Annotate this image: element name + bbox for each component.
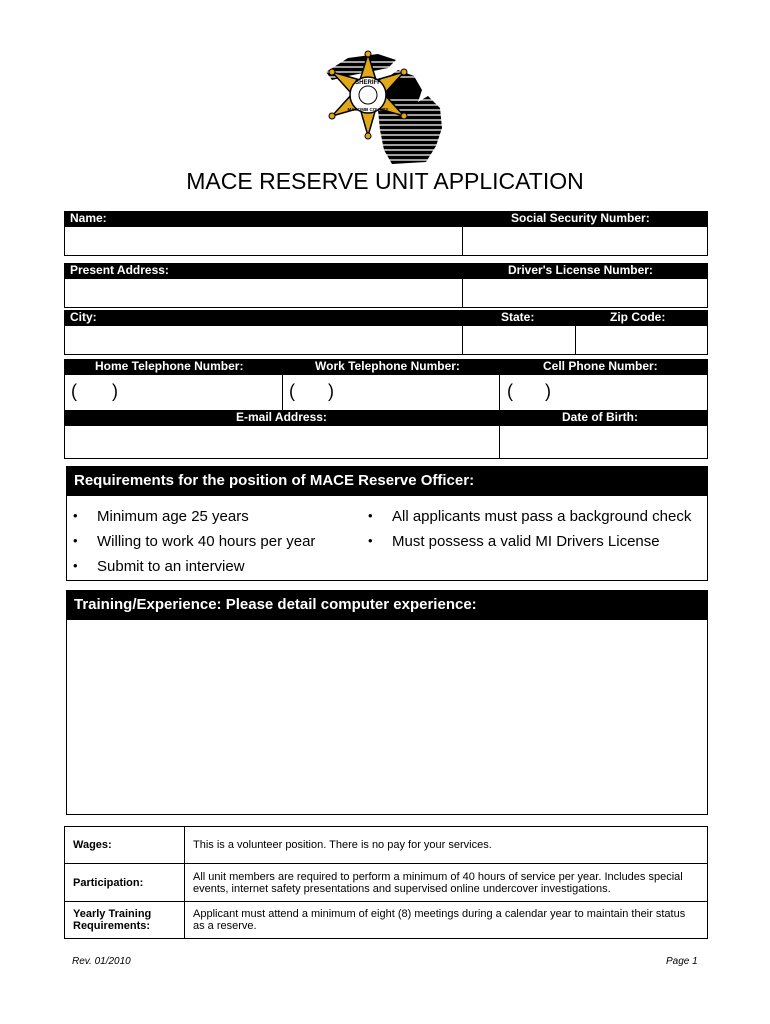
address-label: Present Address: [70,263,169,277]
work-phone-paren-open: ( [289,381,295,401]
email-field[interactable] [64,425,500,459]
home-phone-label: Home Telephone Number: [95,359,244,373]
name-field[interactable] [64,226,463,256]
ssn-field[interactable] [462,226,708,256]
home-phone-field[interactable] [65,375,281,409]
city-field[interactable] [64,325,463,355]
revision-label: Rev. 01/2010 [72,956,131,967]
state-field[interactable] [462,325,576,355]
work-phone-label: Work Telephone Number: [315,359,460,373]
bullet-icon: • [73,533,78,548]
bullet-icon: • [368,508,373,523]
address-license-header [64,263,708,278]
bullet-icon: • [73,558,78,573]
wages-text: This is a volunteer position. There is no pay for your services. [185,827,708,864]
cell-phone-label: Cell Phone Number: [543,359,658,373]
phone-header [64,359,708,374]
table-row [65,864,708,902]
home-phone-paren-open: ( [71,381,77,401]
email-label: E-mail Address: [236,410,327,424]
wages-label: Wages: [65,827,185,864]
participation-label: Participation: [65,864,185,902]
table-row [65,827,708,864]
cell-phone-paren-close: ) [545,381,551,401]
training-heading: Training/Experience: Please detail computer experience: [66,590,708,620]
name-label: Name: [70,211,107,225]
participation-text: All unit members are required to perform a minimum of 40 hours of service per year. Includes special events, internet safety presentations and supervised online undercover investigations. [185,864,708,902]
training-req-label: Yearly Training Requirements: [65,902,185,939]
requirements-heading: Requirements for the position of MACE Reserve Officer: [66,466,708,496]
work-phone-paren-close: ) [328,381,334,401]
home-phone-paren-close: ) [112,381,118,401]
state-label: State: [501,310,535,324]
logo-text-top: SHERIFF [355,80,381,86]
zip-label: Zip Code: [610,310,666,324]
logo-text-bottom: MACOMB COUNTY [347,107,389,112]
requirements-box: • Minimum age 25 years • Willing to work 40 hours per year • Submit to an interview • All applicants must pass a background check • Must possess a valid MI Drivers License [66,496,708,581]
page-number: Page 1 [666,956,698,967]
address-field[interactable] [64,278,463,308]
ssn-label: Social Security Number: [511,211,650,225]
license-label: Driver's License Number: [508,263,653,277]
dob-label: Date of Birth: [562,410,638,424]
cell-phone-paren-open: ( [507,381,513,401]
city-label: City: [70,310,97,324]
zip-field[interactable] [575,325,708,355]
bullet-icon: • [73,508,78,523]
city-state-zip-header [64,310,708,325]
dob-field[interactable] [499,425,708,459]
bullet-icon: • [368,533,373,548]
page-title: MACE RESERVE UNIT APPLICATION [186,168,584,194]
work-phone-field[interactable] [283,375,498,409]
training-req-text: Applicant must attend a minimum of eight (8) meetings during a calendar year to maintain their status as a reserve. [185,902,708,939]
name-ssn-header [64,211,708,226]
info-table [64,826,708,939]
training-experience-field[interactable] [66,620,708,815]
cell-phone-field[interactable] [500,375,707,409]
email-dob-header [64,410,708,425]
sheriff-badge-logo [318,50,452,168]
license-field[interactable] [462,278,708,308]
table-row [65,902,708,939]
